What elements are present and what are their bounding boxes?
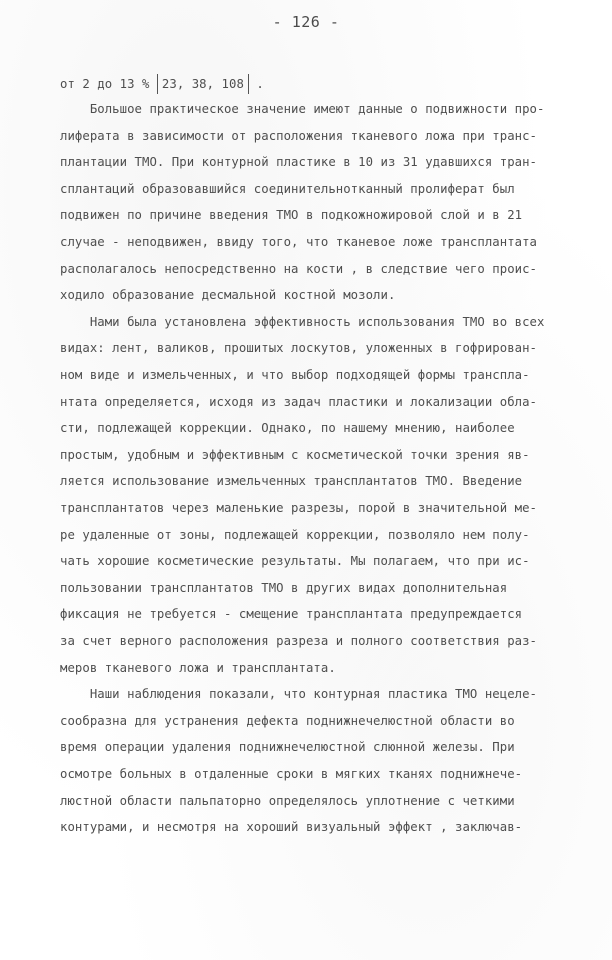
text-line: сти, подлежащей коррекции. Однако, по нашему мнению, наиболее (60, 421, 515, 436)
text-line: сообразна для устранения дефекта поднижнечелюстной области во (60, 713, 515, 728)
text-line: за счет верного расположения разреза и полного соответствия раз- (60, 634, 538, 648)
text-line: простым, удобным и эффективным с косметической точки зрения яв- (60, 447, 530, 462)
text-line: плантации ТМО. При контурной пластике в 10 из 31 удавшихся тран- (60, 155, 538, 170)
text-line: люстной области пальпаторно определялось уплотнение с четкими (60, 793, 515, 808)
text-line: случае - неподвижен, ввиду того, что тканевое ложе трансплантата (60, 235, 538, 249)
text-line: чать хорошие косметические результаты. Мы полагаем, что при ис- (60, 554, 530, 569)
text-line: меров тканевого ложа и трансплантата. (60, 660, 336, 675)
text-line: видах: лент, валиков, прошитых лоскутов, уложенных в гофрирован- (60, 341, 538, 356)
page-number: - 126 - (272, 13, 340, 31)
text-line: Наши наблюдения показали, что контурная пластика ТМО нецеле- (60, 687, 538, 702)
text-line: нтата определяется, исходя из задач пластики и локализации обла- (60, 394, 538, 409)
text-line: время операции удаления поднижнечелюстной слюнной железы. При (60, 740, 515, 755)
text-line: располагалось непосредственно на кости , в следствие чего проис- (60, 261, 538, 276)
text-line: пользовании трансплантатов ТМО в других видах дополнительная (60, 580, 508, 595)
text-line: фиксация не требуется - смещение трансплантата предупреждается (60, 607, 523, 622)
text-line: ном виде и измельченных, и что выбор подходящей формы транспла- (60, 368, 530, 382)
text-line: ре удаленные от зоны, подлежащей коррекции, позволяло нем полу- (60, 527, 530, 542)
text-line: сплантаций образовавшийся соединительнотканный пролиферат был (60, 181, 515, 196)
text-line: ходило образование десмальной костной мозоли. (60, 288, 396, 303)
text-line: осмотре больных в отдаленные сроки в мягких тканях поднижнече- (60, 767, 523, 781)
first-line-suffix: . (248, 77, 264, 91)
text-line: лиферата в зависимости от расположения тканевого ложа при транс- (60, 128, 538, 143)
text-line: подвижен по причине введения ТМО в подкожножировой слой и в 21 (60, 208, 523, 223)
text-line: трансплантатов через маленькие разрезы, порой в значительной ме- (60, 501, 538, 515)
text-line: Большое практическое значение имеют данные о подвижности про- (60, 102, 545, 116)
text-line: контурами, и несмотря на хороший визуальный эффект , заключав- (60, 820, 523, 835)
citation-bracket: 23, 38, 108 (157, 74, 249, 94)
first-line-prefix: от 2 до 13 % (60, 77, 157, 91)
text-line: Нами была установлена эффективность использования ТМО во всех (60, 314, 545, 329)
text-line-reference (60, 74, 264, 94)
text-line: ляется использование измельченных трансплантатов ТМО. Введение (60, 474, 523, 489)
